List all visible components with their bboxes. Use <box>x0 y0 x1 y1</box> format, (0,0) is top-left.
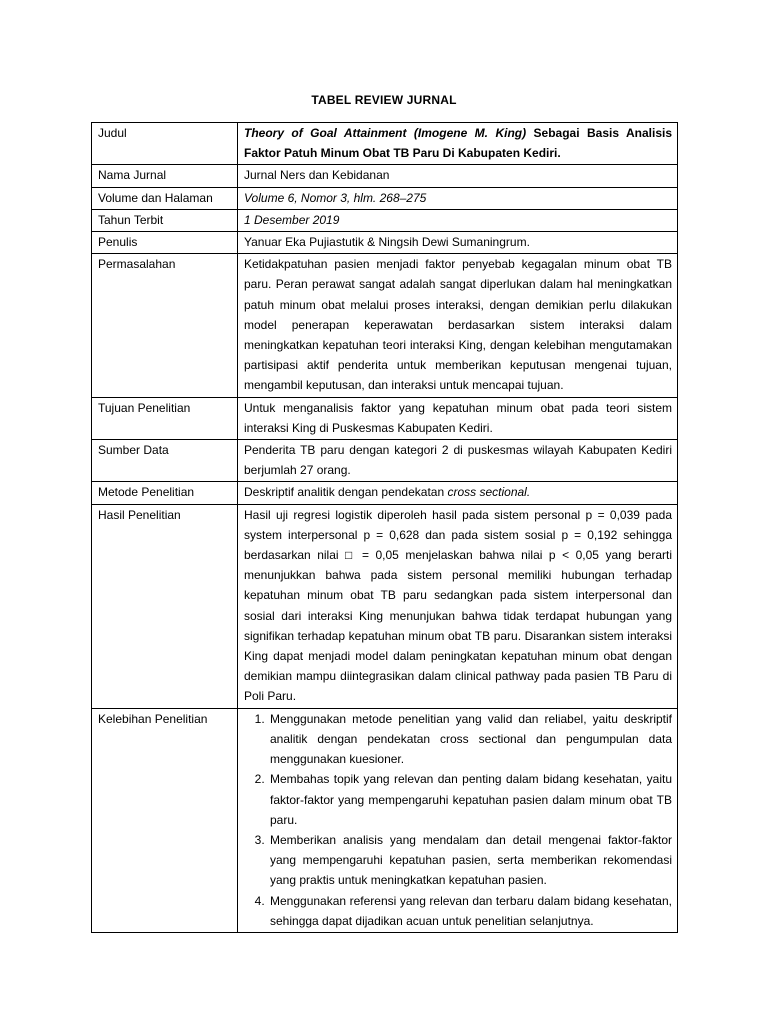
metode-italic-part: cross sectional. <box>447 485 531 500</box>
row-label-volume: Volume dan Halaman <box>92 187 238 209</box>
list-item: 3. Memberikan analisis yang mendalam dan detail mengenai faktor-faktor yang mempengaruhi kepatuhan pasien, serta memberikan rekomendasi yang praktis untuk meningkatkan kepatuhan pasien. <box>268 830 672 891</box>
judul-italic-part: Theory of Goal Attainment (Imogene M. King) <box>244 126 527 140</box>
review-table <box>91 122 678 933</box>
row-label-permasalahan: Permasalahan <box>92 254 238 397</box>
row-value-tujuan: Untuk menganalisis faktor yang kepatuhan minum obat pada teori sistem interaksi King di Puskesmas Kabupaten Kediri. <box>238 397 678 439</box>
table-row <box>92 482 678 504</box>
row-label-penulis: Penulis <box>92 232 238 254</box>
judul-rest-part: Sebagai Basis Analisis Faktor Patuh Minum Obat TB Paru Di Kabupaten Kediri. <box>244 126 672 161</box>
table-row <box>92 232 678 254</box>
row-label-tahun: Tahun Terbit <box>92 209 238 231</box>
table-row <box>92 123 678 165</box>
table-row <box>92 504 678 708</box>
row-label-metode: Metode Penelitian <box>92 482 238 504</box>
row-value-judul <box>238 123 678 165</box>
row-value-hasil: Hasil uji regresi logistik diperoleh hasil pada sistem personal p = 0,039 pada system interpersonal p = 0,628 dan pada sistem sosial p = 0,192 sehingga berdasarkan nilai □ = 0,05 menjelaskan bahwa nilai p < 0,05 yang berarti menunjukkan bahwa pada sistem personal memiliki hubungan terhadap kepatuhan minum obat TB paru sedangkan pada sistem interpersonal dan sosial dari interaksi King menunjukan bahwa tidak terdapat hubungan yang signifikan terhadap kepatuhan minum obat TB paru. Disarankan sistem interaksi King dapat menjadi model dalam peningkatan kepatuhan minum obat dengan demikian mampu diintegrasikan dalam clinical pathway pada pasien TB Paru di Poli Paru. <box>238 504 678 708</box>
table-row <box>92 397 678 439</box>
row-label-hasil: Hasil Penelitian <box>92 504 238 708</box>
list-item: 4. Menggunakan referensi yang relevan dan terbaru dalam bidang kesehatan, sehingga dapat dijadikan acuan untuk penelitian selanjutnya. <box>268 891 672 931</box>
row-value-volume: Volume 6, Nomor 3, hlm. 268–275 <box>238 187 678 209</box>
page-title: TABEL REVIEW JURNAL <box>311 93 457 107</box>
row-label-nama-jurnal: Nama Jurnal <box>92 165 238 187</box>
table-row <box>92 187 678 209</box>
list-item: 1. Menggunakan metode penelitian yang valid dan reliabel, yaitu deskriptif analitik dengan pendekatan cross sectional dan pengumpulan data menggunakan kuesioner. <box>268 709 672 770</box>
kelebihan-list <box>244 709 672 931</box>
row-label-sumber: Sumber Data <box>92 440 238 482</box>
list-item: 2. Membahas topik yang relevan dan penting dalam bidang kesehatan, yaitu faktor-faktor yang mempengaruhi kepatuhan pasien dalam minum obat TB paru. <box>268 769 672 830</box>
table-row <box>92 165 678 187</box>
row-value-nama-jurnal: Jurnal Ners dan Kebidanan <box>238 165 678 187</box>
metode-plain-part: Deskriptif analitik dengan pendekatan <box>244 485 448 500</box>
table-row <box>92 440 678 482</box>
row-value-penulis: Yanuar Eka Pujiastutik & Ningsih Dewi Sumaningrum. <box>238 232 678 254</box>
row-value-metode <box>238 482 678 504</box>
row-label-judul: Judul <box>92 123 238 165</box>
row-value-permasalahan: Ketidakpatuhan pasien menjadi faktor penyebab kegagalan minum obat TB paru. Peran perawat sangat adalah sangat diperlukan dalam hal meningkatkan patuh minum obat melalui proses interaksi, dengan demikian perlu dilakukan model penerapan keperawatan berdasarkan sistem interaksi dalam meningkatkan kepatuhan teori interaksi King, dengan kelebihan mengutamakan partisipasi aktif penderita untuk memberikan keputusan mengenai tujuan, mengambil keputusan, dan interaksi untuk mencapai tujuan. <box>238 254 678 397</box>
row-label-tujuan: Tujuan Penelitian <box>92 397 238 439</box>
row-value-sumber: Penderita TB paru dengan kategori 2 di puskesmas wilayah Kabupaten Kediri berjumlah 27 orang. <box>238 440 678 482</box>
row-value-tahun: 1 Desember 2019 <box>238 209 678 231</box>
row-value-kelebihan <box>238 708 678 932</box>
row-label-kelebihan: Kelebihan Penelitian <box>92 708 238 932</box>
table-row <box>92 254 678 397</box>
table-row <box>92 209 678 231</box>
table-row <box>92 708 678 932</box>
